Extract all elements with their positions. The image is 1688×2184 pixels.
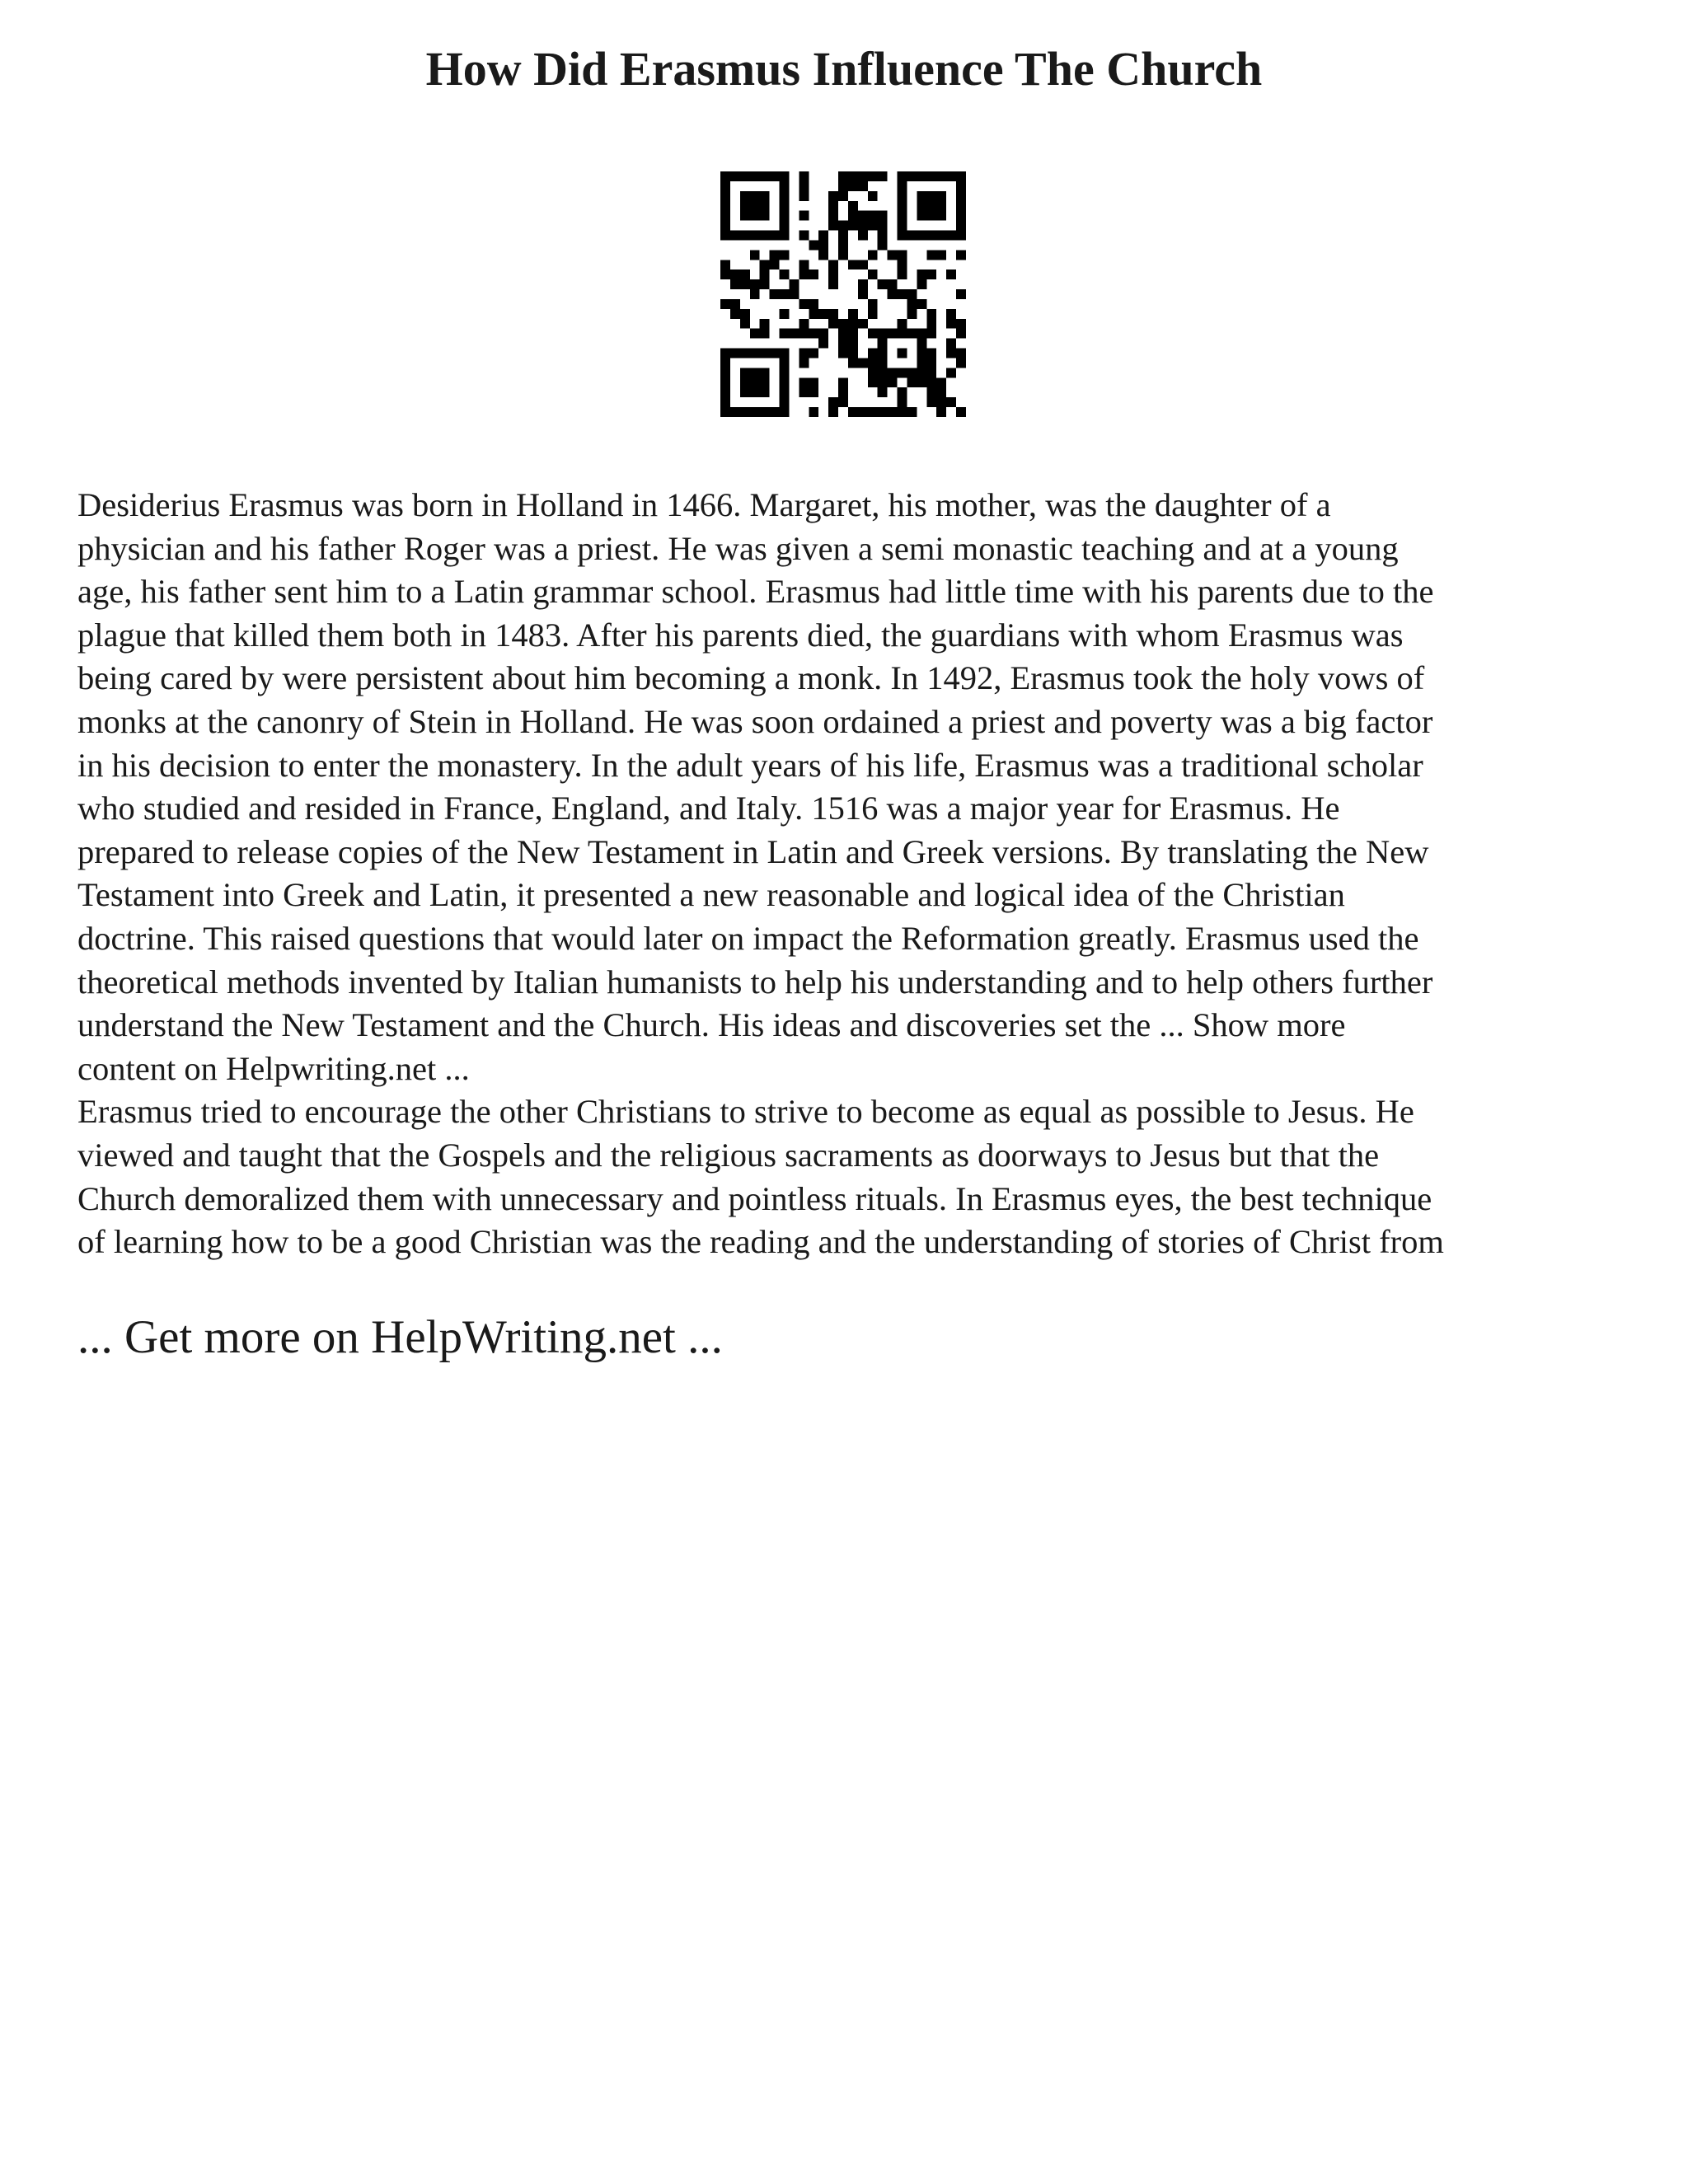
body-line: Testament into Greek and Latin, it presented a new reasonable and logical idea of the Christian — [77, 876, 1345, 914]
body-line: doctrine. This raised questions that would later on impact the Reformation greatly. Erasmus used the — [77, 919, 1419, 957]
body-line: physician and his father Roger was a priest. He was given a semi monastic teaching and at a young — [77, 529, 1399, 567]
body-line: who studied and resided in France, England, and Italy. 1516 was a major year for Erasmus. He — [77, 790, 1340, 827]
body-line: content on Helpwriting.net ... — [77, 1049, 470, 1087]
body-line: plague that killed them both in 1483. After his parents died, the guardians with whom Erasmus was — [77, 616, 1404, 654]
body-line: theoretical methods invented by Italian humanists to help his understanding and to help others further — [77, 963, 1433, 1001]
body-line: monks at the canonry of Stein in Holland. He was soon ordained a priest and poverty was a big factor — [77, 702, 1433, 740]
body-line: understand the New Testament and the Church. His ideas and discoveries set the ... Show more — [77, 1006, 1346, 1044]
body-line: Desiderius Erasmus was born in Holland in 1466. Margaret, his mother, was the daughter of a — [77, 486, 1331, 523]
body-line: of learning how to be a good Christian was the reading and the understanding of stories of Christ from — [77, 1223, 1444, 1261]
body-line: age, his father sent him to a Latin grammar school. Erasmus had little time with his parents due to the — [77, 573, 1434, 611]
page-title: How Did Erasmus Influence The Church — [425, 42, 1263, 96]
body-line: in his decision to enter the monastery. In the adult years of his life, Erasmus was a traditional scholar — [77, 746, 1423, 784]
qr-code-icon — [720, 171, 966, 417]
article-body — [77, 484, 1627, 1264]
body-line: prepared to release copies of the New Testament in Latin and Greek versions. By translating the New — [77, 832, 1429, 870]
body-line: viewed and taught that the Gospels and the religious sacraments as doorways to Jesus but that the — [77, 1136, 1380, 1174]
get-more-link[interactable]: ... Get more on HelpWriting.net ... — [77, 1311, 723, 1363]
body-line: being cared by were persistent about him becoming a monk. In 1492, Erasmus took the holy vows of — [77, 659, 1425, 697]
body-line: Erasmus tried to encourage the other Christians to strive to become as equal as possible to Jesus. He — [77, 1093, 1414, 1131]
body-line: Church demoralized them with unnecessary and pointless rituals. In Erasmus eyes, the best technique — [77, 1179, 1432, 1217]
